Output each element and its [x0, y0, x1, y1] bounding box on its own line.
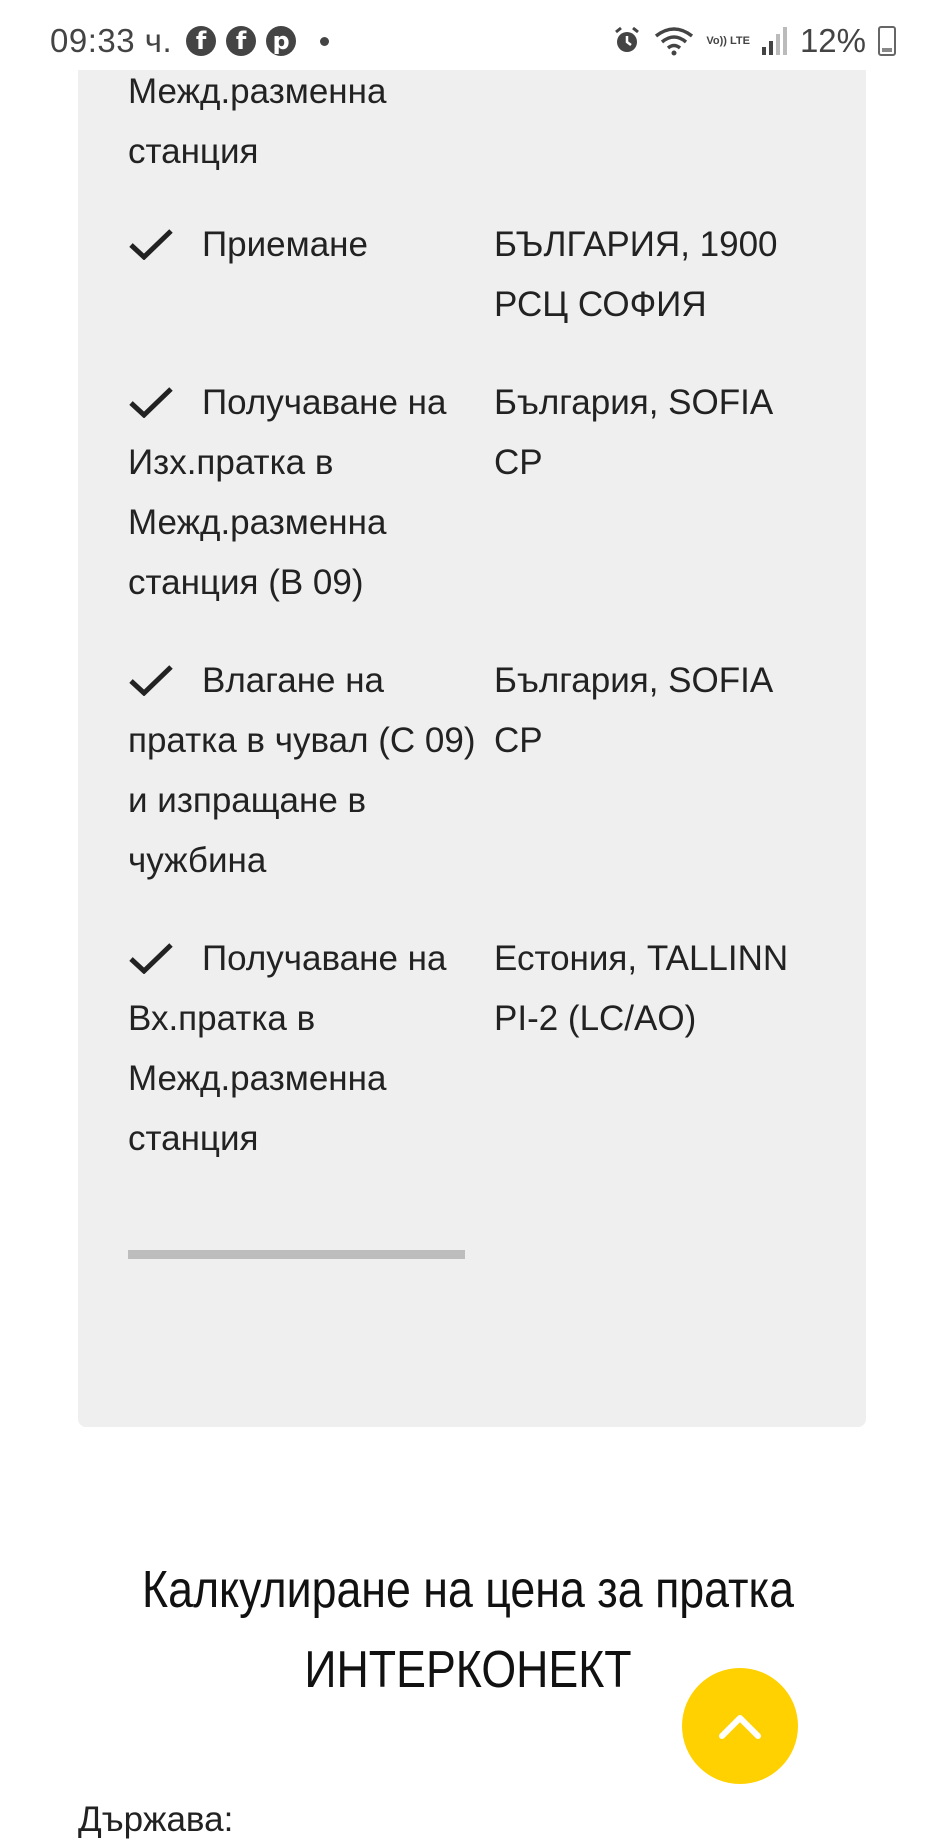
facebook-icon: f	[186, 26, 216, 56]
tracking-event-location: България, SOFIA CP	[494, 661, 772, 760]
status-left	[50, 22, 329, 60]
wifi-icon	[654, 26, 694, 56]
chevron-up-icon	[718, 1712, 762, 1740]
check-icon	[128, 228, 174, 260]
calculator-title-line1: Калкулиране на цена за пратка	[142, 1561, 794, 1619]
check-icon	[128, 942, 174, 974]
alarm-icon	[612, 26, 642, 56]
tracking-event	[128, 215, 828, 335]
battery-icon	[878, 26, 896, 56]
network-type: Vo)) LTE	[706, 35, 750, 47]
dot-icon	[320, 37, 329, 46]
facebook-icon: f	[226, 26, 256, 56]
calculator-title-line2: ИНТЕРКОНЕКТ	[304, 1641, 632, 1699]
tracking-event-partial-description: Межд.разменна станция	[128, 72, 387, 171]
tracking-event	[128, 651, 828, 891]
tracking-event-description	[128, 215, 478, 335]
status-time: 09:33 ч.	[50, 22, 173, 59]
check-icon	[128, 664, 174, 696]
tracking-event-description	[128, 929, 478, 1169]
tracking-event-location: България, SOFIA CP	[494, 383, 772, 482]
tracking-event	[128, 373, 828, 613]
tracking-event-description	[128, 373, 478, 613]
battery-percent: 12%	[799, 22, 866, 59]
tracking-event-location: БЪЛГАРИЯ, 1900 РСЦ СОФИЯ	[494, 225, 778, 324]
status-bar	[0, 0, 936, 70]
check-icon	[128, 386, 174, 418]
country-label: Държава:	[78, 1800, 234, 1839]
event-description-text: Получаване на Вх.пратка в Межд.разменна станция	[128, 939, 447, 1158]
pinterest-icon: p	[266, 26, 296, 56]
event-description-text: Влагане на пратка в чувал (С 09) и изпращане в чужбина	[128, 661, 476, 880]
event-description-text: Получаване на Изх.пратка в Межд.разменна станция (В 09)	[128, 383, 447, 602]
scroll-to-top-button[interactable]	[682, 1668, 798, 1784]
tracking-event-description	[128, 651, 478, 891]
tracking-event	[128, 929, 828, 1169]
tracking-event-location: Естония, TALLINN PI-2 (LC/AO)	[494, 939, 789, 1038]
event-description-text: Приемане	[202, 225, 368, 264]
status-right	[600, 22, 896, 60]
tracking-panel	[78, 0, 866, 1427]
horizontal-scrollbar[interactable]	[128, 1250, 465, 1259]
signal-icon	[762, 27, 788, 55]
